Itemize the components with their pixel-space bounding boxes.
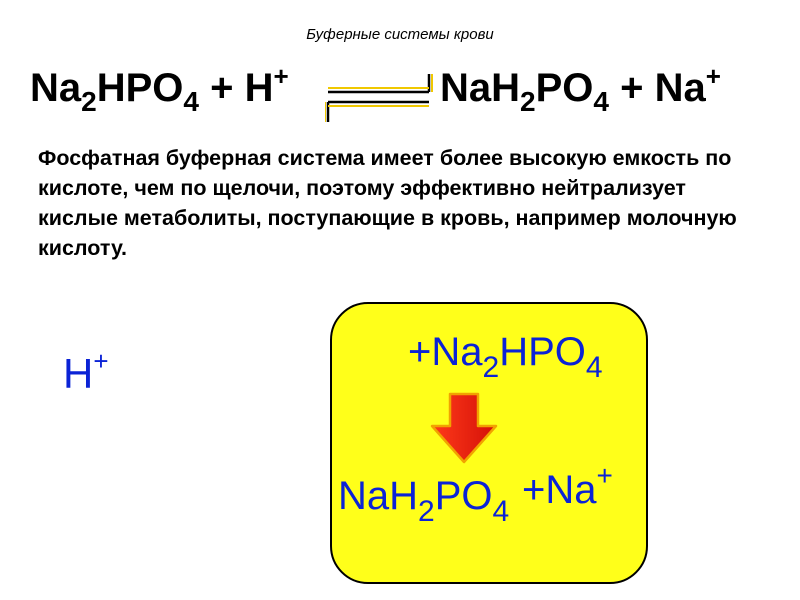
eq-right-sub-2: 2 xyxy=(520,86,536,117)
reagent-hpo: HPO xyxy=(499,330,586,374)
eq-right-sub-4: 4 xyxy=(593,86,609,117)
description-paragraph: Фосфатная буферная система имеет более высокую емкость по кислоте, чем по щелочи, поэтому эффективно нейтрализует кислые метаболиты, поступающие в кровь, например молочную кислоту. xyxy=(38,146,737,260)
eq-right-plus: + xyxy=(608,66,655,110)
equation-right-side xyxy=(440,61,721,117)
eq-right-sup-plus: + xyxy=(705,61,721,91)
eq-left-plus: + xyxy=(198,66,245,110)
box-product xyxy=(338,474,510,528)
proton-sup-plus: + xyxy=(93,346,109,376)
box-extra-product xyxy=(522,460,613,513)
eq-left-sup-plus: + xyxy=(273,61,289,91)
eq-right-na: Na xyxy=(654,66,706,110)
reagent-sub-4: 4 xyxy=(585,351,603,384)
slide-title: Буферные системы крови xyxy=(306,26,494,43)
extra-na: +Na xyxy=(522,468,597,512)
proton-h: H xyxy=(63,350,94,397)
product-sub-4: 4 xyxy=(492,495,510,528)
equation-left-side xyxy=(30,61,289,117)
eq-left-hpo: HPO xyxy=(96,66,184,110)
box-reagent xyxy=(408,330,603,384)
eq-right-nah: NaH xyxy=(440,66,521,110)
eq-left-sub-2: 2 xyxy=(81,86,97,117)
reagent-prefix: +Na xyxy=(408,330,483,374)
eq-right-po: PO xyxy=(535,66,594,110)
product-po: PO xyxy=(434,474,493,518)
proton-label xyxy=(63,346,109,398)
reagent-sub-2: 2 xyxy=(482,351,500,384)
eq-left-h: H xyxy=(244,66,274,110)
product-sub-2: 2 xyxy=(418,495,435,528)
extra-sup-plus: + xyxy=(596,460,613,491)
product-nah: NaH xyxy=(338,474,419,518)
eq-left-na: Na xyxy=(30,66,82,110)
eq-left-sub-4: 4 xyxy=(183,86,199,117)
equilibrium-arrows-icon xyxy=(325,72,433,124)
reaction-down-arrow-icon xyxy=(430,392,498,464)
